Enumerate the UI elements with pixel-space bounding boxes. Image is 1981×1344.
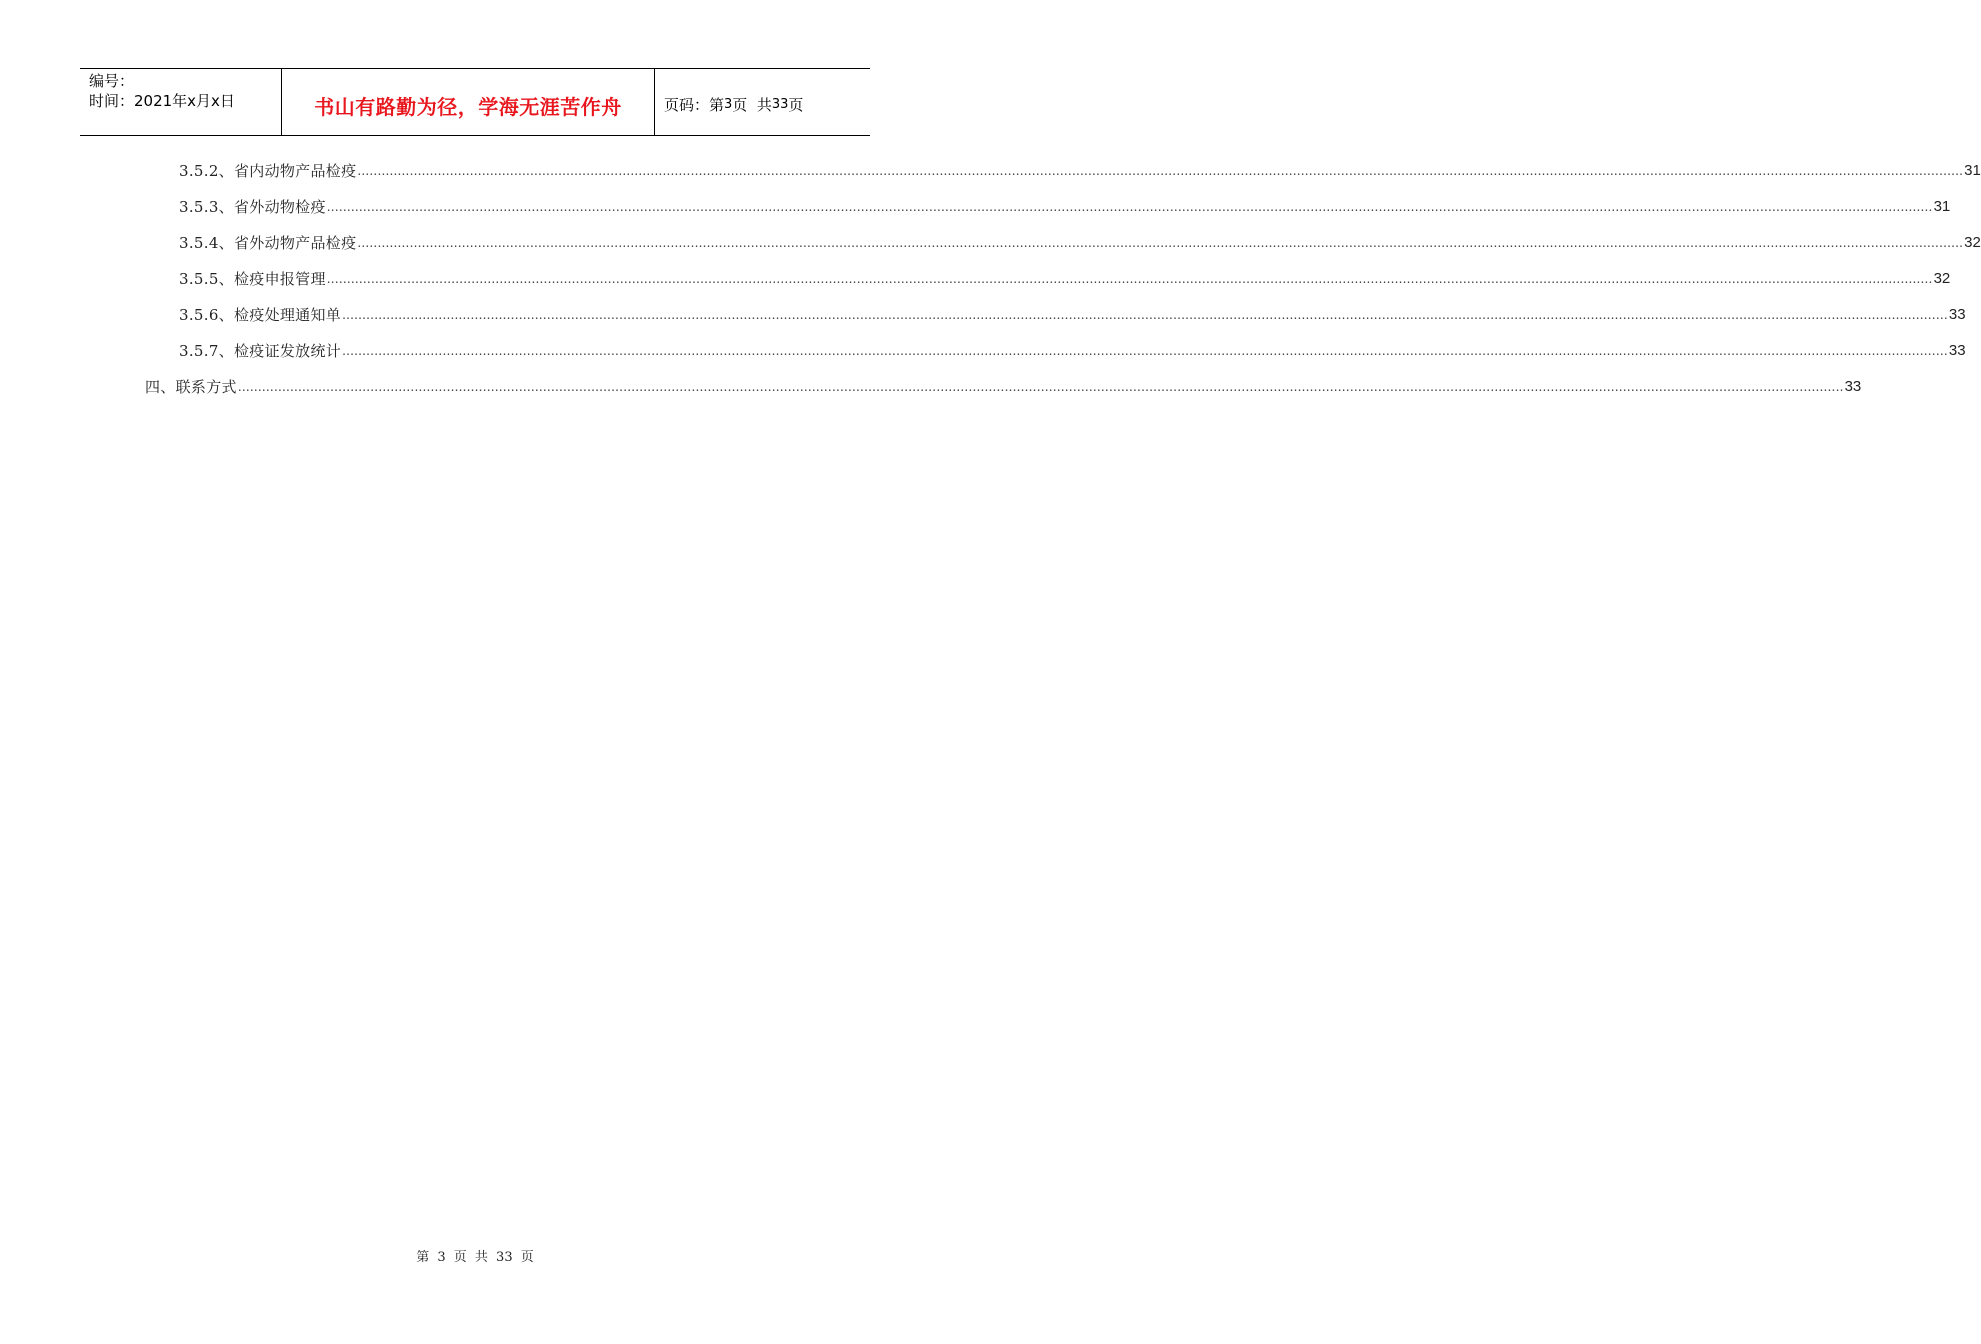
toc-entry[interactable] — [179, 266, 1951, 290]
header-motto: 书山有路勤为径，学海无涯苦作舟 — [282, 69, 655, 135]
toc-entry[interactable] — [179, 302, 1966, 326]
toc-entry-label: 3.5.4、省外动物产品检疫 — [179, 234, 357, 252]
page-footer: 第 3 页 共 33 页 — [416, 1250, 534, 1265]
toc-entry-page: 31 — [1964, 162, 1981, 179]
toc-entry-label: 3.5.6、检疫处理通知单 — [179, 306, 342, 324]
header-meta — [80, 69, 282, 135]
document-number-label: 编号： — [89, 72, 135, 90]
toc-leader-dots: ................................................................................................................................................................................................................................................................................................................................................................................................................ — [326, 200, 1933, 214]
toc-leader-dots: ................................................................................................................................................................................................................................................................................................................................................................................................................ — [342, 344, 1948, 358]
page-label-prefix: 页码：第 — [664, 95, 725, 114]
toc-entry-label: 3.5.5、检疫申报管理 — [179, 270, 326, 288]
page-label-suffix: 页 — [788, 95, 804, 114]
toc-entry[interactable] — [179, 194, 1951, 218]
page-current: 3 — [724, 96, 733, 112]
toc-leader-dots: ................................................................................................................................................................................................................................................................................................................................................................................................................ — [357, 236, 1964, 250]
toc-entry-label: 3.5.3、省外动物检疫 — [179, 198, 326, 216]
toc-entry-label: 3.5.2、省内动物产品检疫 — [179, 162, 357, 180]
document-date: 时间：2021年x月x日 — [89, 92, 235, 110]
toc-entry[interactable] — [179, 338, 1966, 362]
toc-entry-page: 31 — [1933, 198, 1951, 215]
page-total: 33 — [771, 96, 789, 112]
toc-entry[interactable] — [179, 230, 1981, 254]
page-label-mid: 页 共 — [732, 95, 772, 114]
toc-entry-page: 32 — [1933, 270, 1951, 287]
toc-entry[interactable] — [179, 158, 1981, 182]
toc-entry-page: 33 — [1948, 342, 1966, 359]
toc-entry-label: 3.5.7、检疫证发放统计 — [179, 342, 342, 360]
toc-entry[interactable] — [145, 374, 1862, 398]
toc-entry-label: 四、联系方式 — [145, 378, 237, 396]
toc-leader-dots: ................................................................................................................................................................................................................................................................................................................................................................................................................ — [342, 308, 1948, 322]
toc-leader-dots: ................................................................................................................................................................................................................................................................................................................................................................................................................ — [357, 164, 1964, 178]
toc-entry-page: 33 — [1948, 306, 1966, 323]
header-page-info — [655, 69, 870, 135]
toc-leader-dots: ................................................................................................................................................................................................................................................................................................................................................................................................................ — [326, 272, 1933, 286]
toc-entry-page: 32 — [1964, 234, 1981, 251]
toc-entry-page: 33 — [1844, 378, 1862, 395]
toc-leader-dots: ................................................................................................................................................................................................................................................................................................................................................................................................................ — [237, 380, 1844, 394]
page-header — [80, 68, 870, 136]
